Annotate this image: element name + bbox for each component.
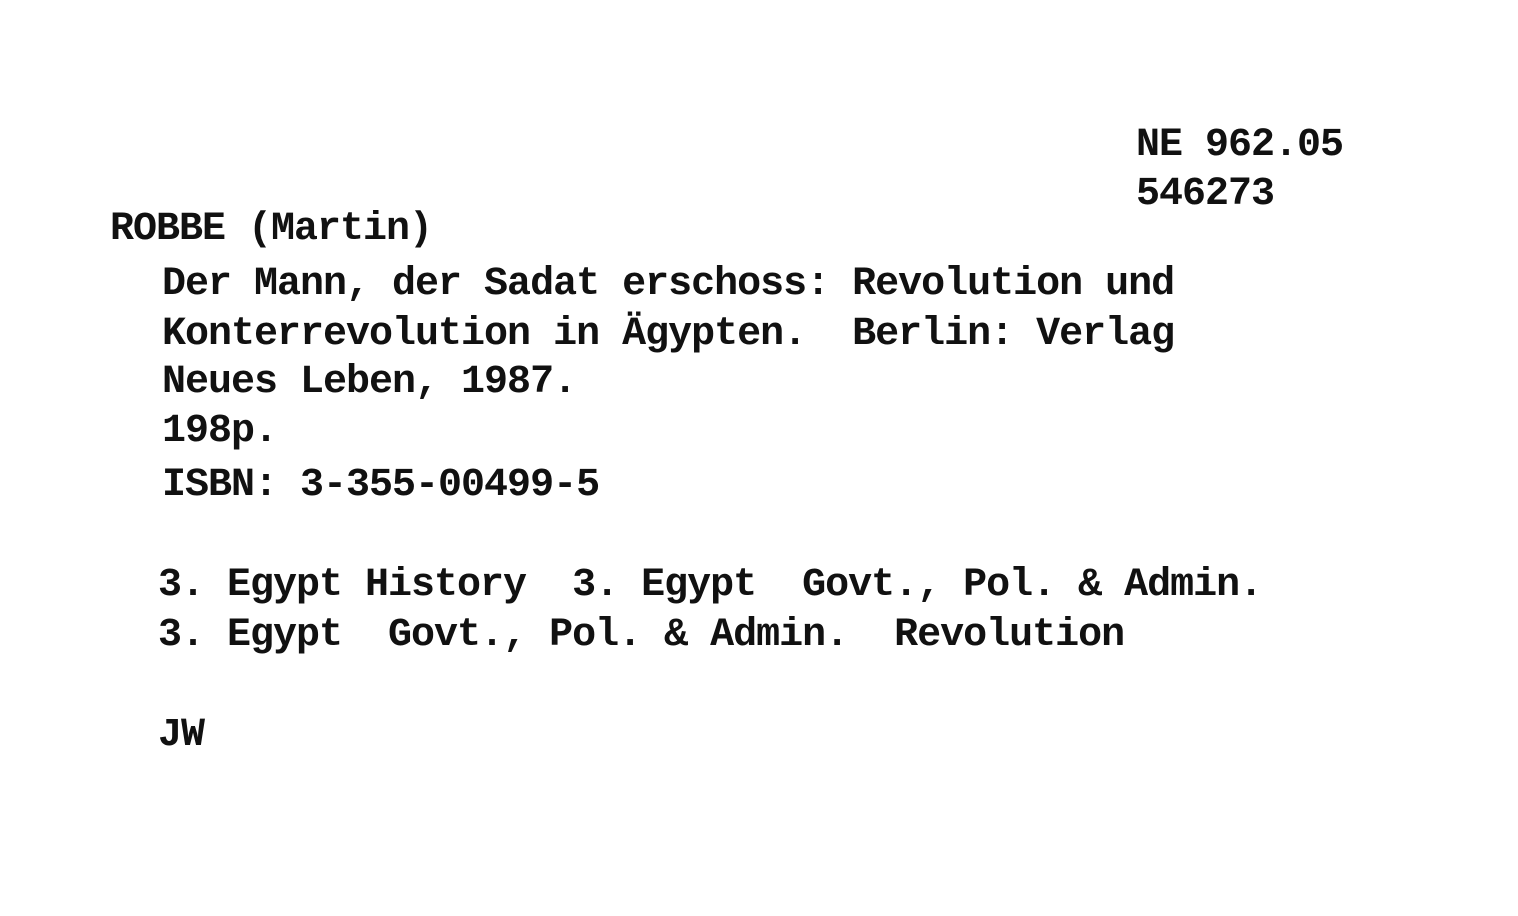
isbn: ISBN: 3-355-00499-5 bbox=[162, 463, 600, 508]
subject-headings-line-2: 3. Egypt Govt., Pol. & Admin. Revolution bbox=[158, 613, 1125, 658]
page-count: 198p. bbox=[162, 409, 278, 454]
cataloger-initials: JW bbox=[158, 713, 205, 758]
subject-headings-line-1: 3. Egypt History 3. Egypt Govt., Pol. & Admin. bbox=[158, 563, 1263, 608]
title-line-3: Neues Leben, 1987. bbox=[162, 360, 577, 405]
author-heading: ROBBE (Martin) bbox=[110, 207, 433, 252]
call-number-accession: 546273 bbox=[1136, 172, 1275, 217]
title-line-1: Der Mann, der Sadat erschoss: Revolution und bbox=[162, 262, 1175, 307]
call-number-classification: NE 962.05 bbox=[1136, 123, 1344, 168]
title-line-2: Konterrevolution in Ägypten. Berlin: Verlag bbox=[162, 312, 1175, 357]
